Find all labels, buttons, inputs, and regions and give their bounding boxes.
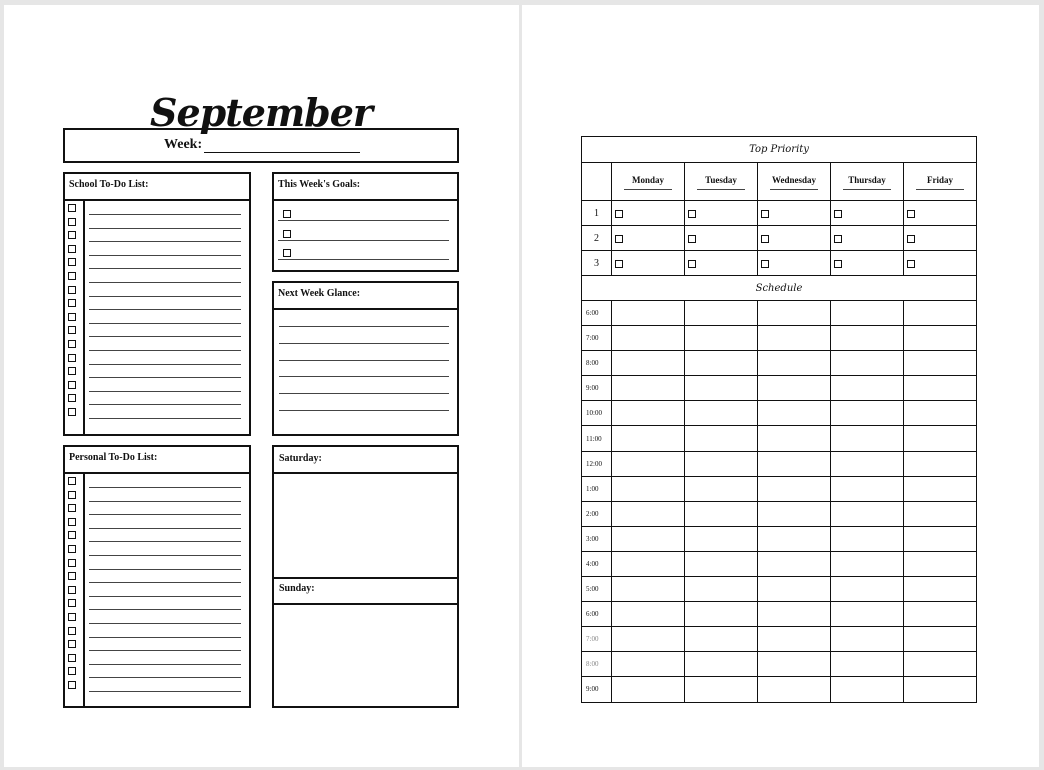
- schedule-cell[interactable]: [831, 476, 904, 501]
- todo-checkbox[interactable]: [68, 504, 76, 512]
- time-label: 10:00: [582, 401, 612, 426]
- todo-checkbox[interactable]: [68, 354, 76, 362]
- priority-cell[interactable]: [758, 226, 831, 251]
- time-label: 8:00: [582, 652, 612, 677]
- schedule-cell[interactable]: [904, 677, 977, 702]
- priority-checkbox[interactable]: [834, 235, 842, 243]
- schedule-cell[interactable]: [758, 577, 831, 602]
- todo-checkbox[interactable]: [68, 231, 76, 239]
- schedule-cell[interactable]: [685, 526, 758, 551]
- todo-checkbox[interactable]: [68, 572, 76, 580]
- priority-checkbox[interactable]: [615, 260, 623, 268]
- todo-line[interactable]: [89, 664, 241, 665]
- todo-checkbox[interactable]: [68, 640, 76, 648]
- time-label: 12:00: [582, 451, 612, 476]
- schedule-cell[interactable]: [685, 351, 758, 376]
- todo-line[interactable]: [89, 377, 241, 378]
- schedule-cell[interactable]: [612, 677, 685, 702]
- goal-line[interactable]: [278, 240, 449, 241]
- goal-checkbox[interactable]: [283, 249, 291, 257]
- schedule-cell[interactable]: [685, 326, 758, 351]
- todo-line[interactable]: [89, 282, 241, 283]
- schedule-cell[interactable]: [612, 376, 685, 401]
- schedule-cell[interactable]: [904, 426, 977, 451]
- todo-line[interactable]: [89, 364, 241, 365]
- todo-checkbox[interactable]: [68, 545, 76, 553]
- day-name: Thursday: [848, 174, 886, 185]
- schedule-cell[interactable]: [612, 652, 685, 677]
- schedule-cell[interactable]: [612, 602, 685, 627]
- schedule-cell[interactable]: [685, 426, 758, 451]
- todo-checkbox[interactable]: [68, 313, 76, 321]
- schedule-cell[interactable]: [831, 627, 904, 652]
- todo-checkbox[interactable]: [68, 340, 76, 348]
- todo-line[interactable]: [89, 296, 241, 297]
- school-todo-label: School To-Do List:: [69, 179, 149, 190]
- schedule-cell[interactable]: [685, 451, 758, 476]
- schedule-cell[interactable]: [831, 526, 904, 551]
- todo-checkbox[interactable]: [68, 518, 76, 526]
- day-header: [758, 163, 831, 201]
- todo-line[interactable]: [89, 336, 241, 337]
- priority-cell[interactable]: [612, 251, 685, 276]
- priority-cell[interactable]: [904, 226, 977, 251]
- priority-checkbox[interactable]: [834, 260, 842, 268]
- todo-checkbox[interactable]: [68, 559, 76, 567]
- next-week-line[interactable]: [279, 360, 449, 361]
- todo-line[interactable]: [89, 228, 241, 229]
- todo-line[interactable]: [89, 418, 241, 419]
- todo-checkbox[interactable]: [68, 586, 76, 594]
- todo-line[interactable]: [89, 609, 241, 610]
- saturday-label: Saturday:: [279, 453, 322, 464]
- todo-checkbox[interactable]: [68, 681, 76, 689]
- goal-checkbox[interactable]: [283, 210, 291, 218]
- goal-line[interactable]: [278, 259, 449, 260]
- schedule-cell[interactable]: [685, 627, 758, 652]
- day-underline: [697, 189, 745, 190]
- time-label: 8:00: [582, 351, 612, 376]
- priority-cell[interactable]: [685, 251, 758, 276]
- priority-checkbox[interactable]: [907, 235, 915, 243]
- todo-line[interactable]: [89, 582, 241, 583]
- schedule-cell[interactable]: [831, 501, 904, 526]
- schedule-cell[interactable]: [758, 351, 831, 376]
- schedule-cell[interactable]: [612, 476, 685, 501]
- schedule-cell[interactable]: [758, 551, 831, 576]
- todo-line[interactable]: [89, 528, 241, 529]
- todo-line[interactable]: [89, 650, 241, 651]
- todo-line[interactable]: [89, 569, 241, 570]
- schedule-cell[interactable]: [904, 652, 977, 677]
- priority-cell[interactable]: [831, 201, 904, 226]
- todo-line[interactable]: [89, 323, 241, 324]
- todo-line[interactable]: [89, 391, 241, 392]
- time-label: 3:00: [582, 526, 612, 551]
- time-label: 4:00: [582, 551, 612, 576]
- priority-checkbox[interactable]: [834, 210, 842, 218]
- schedule-cell[interactable]: [904, 476, 977, 501]
- school-todo-panel: [63, 172, 251, 436]
- schedule-cell[interactable]: [612, 351, 685, 376]
- schedule-cell[interactable]: [612, 501, 685, 526]
- week-box: [63, 128, 459, 163]
- todo-checkbox[interactable]: [68, 667, 76, 675]
- schedule-cell[interactable]: [904, 501, 977, 526]
- priority-cell[interactable]: [612, 201, 685, 226]
- priority-number: 2: [582, 226, 612, 251]
- schedule-cell[interactable]: [612, 526, 685, 551]
- priority-number: 1: [582, 201, 612, 226]
- todo-checkbox[interactable]: [68, 491, 76, 499]
- todo-checkbox[interactable]: [68, 394, 76, 402]
- schedule-cell[interactable]: [904, 451, 977, 476]
- next-week-line[interactable]: [279, 343, 449, 344]
- todo-checkbox[interactable]: [68, 326, 76, 334]
- day-underline: [843, 189, 891, 190]
- schedule-cell[interactable]: [685, 602, 758, 627]
- week-label: Week:: [164, 137, 203, 152]
- time-label: 2:00: [582, 501, 612, 526]
- schedule-cell[interactable]: [685, 652, 758, 677]
- schedule-cell[interactable]: [831, 577, 904, 602]
- priority-cell[interactable]: [685, 226, 758, 251]
- day-header: [685, 163, 758, 201]
- next-week-line[interactable]: [279, 376, 449, 377]
- priority-cell[interactable]: [612, 226, 685, 251]
- schedule-cell[interactable]: [904, 526, 977, 551]
- schedule-cell[interactable]: [904, 551, 977, 576]
- priority-checkbox[interactable]: [688, 210, 696, 218]
- todo-checkbox[interactable]: [68, 613, 76, 621]
- time-label: 9:00: [582, 677, 612, 702]
- time-label: 11:00: [582, 426, 612, 451]
- schedule-cell[interactable]: [685, 577, 758, 602]
- time-label: 1:00: [582, 476, 612, 501]
- schedule-cell[interactable]: [904, 627, 977, 652]
- todo-checkbox[interactable]: [68, 367, 76, 375]
- todo-line[interactable]: [89, 555, 241, 556]
- day-name: Tuesday: [705, 174, 737, 185]
- weekly-goals-panel: [272, 172, 459, 272]
- priority-checkbox[interactable]: [688, 260, 696, 268]
- schedule-cell[interactable]: [831, 551, 904, 576]
- schedule-cell[interactable]: [831, 301, 904, 326]
- schedule-cell[interactable]: [758, 677, 831, 702]
- schedule-cell[interactable]: [831, 426, 904, 451]
- schedule-cell[interactable]: [904, 326, 977, 351]
- todo-line[interactable]: [89, 677, 241, 678]
- schedule-cell[interactable]: [831, 652, 904, 677]
- schedule-cell[interactable]: [758, 401, 831, 426]
- schedule-cell[interactable]: [831, 451, 904, 476]
- priority-cell[interactable]: [685, 201, 758, 226]
- top-priority-header: Top Priority: [582, 137, 977, 163]
- schedule-cell[interactable]: [612, 301, 685, 326]
- priority-checkbox[interactable]: [615, 210, 623, 218]
- saturday-notes-area[interactable]: [274, 474, 457, 577]
- priority-checkbox[interactable]: [688, 235, 696, 243]
- corner-cell: [582, 163, 612, 201]
- goal-line[interactable]: [278, 220, 449, 221]
- todo-line[interactable]: [89, 487, 241, 488]
- schedule-cell[interactable]: [612, 326, 685, 351]
- schedule-cell[interactable]: [904, 401, 977, 426]
- day-underline: [624, 189, 672, 190]
- personal-todo-panel: [63, 445, 251, 708]
- todo-checkbox[interactable]: [68, 218, 76, 226]
- priority-cell[interactable]: [831, 251, 904, 276]
- priority-checkbox[interactable]: [761, 260, 769, 268]
- schedule-cell[interactable]: [831, 326, 904, 351]
- priority-checkbox[interactable]: [615, 235, 623, 243]
- priority-checkbox[interactable]: [761, 210, 769, 218]
- schedule-cell[interactable]: [758, 426, 831, 451]
- sunday-label: Sunday:: [279, 583, 315, 594]
- todo-line[interactable]: [89, 541, 241, 542]
- todo-checkbox[interactable]: [68, 245, 76, 253]
- todo-line[interactable]: [89, 404, 241, 405]
- schedule-cell[interactable]: [685, 376, 758, 401]
- todo-checkbox[interactable]: [68, 272, 76, 280]
- todo-checkbox[interactable]: [68, 204, 76, 212]
- month-title: September: [150, 90, 372, 135]
- todo-line[interactable]: [89, 514, 241, 515]
- todo-line[interactable]: [89, 309, 241, 310]
- priority-number: 3: [582, 251, 612, 276]
- todo-line[interactable]: [89, 350, 241, 351]
- schedule-cell[interactable]: [758, 326, 831, 351]
- time-label: 6:00: [582, 301, 612, 326]
- next-week-line[interactable]: [279, 410, 449, 411]
- priority-cell[interactable]: [904, 251, 977, 276]
- day-name: Monday: [631, 174, 664, 185]
- todo-line[interactable]: [89, 691, 241, 692]
- todo-line[interactable]: [89, 501, 241, 502]
- todo-checkbox[interactable]: [68, 477, 76, 485]
- todo-line[interactable]: [89, 623, 241, 624]
- time-label: 6:00: [582, 602, 612, 627]
- todo-line[interactable]: [89, 596, 241, 597]
- schedule-cell[interactable]: [831, 376, 904, 401]
- todo-line[interactable]: [89, 255, 241, 256]
- schedule-cell[interactable]: [758, 627, 831, 652]
- todo-line[interactable]: [89, 268, 241, 269]
- schedule-cell[interactable]: [758, 501, 831, 526]
- schedule-cell[interactable]: [758, 376, 831, 401]
- todo-checkbox[interactable]: [68, 286, 76, 294]
- todo-checkbox[interactable]: [68, 381, 76, 389]
- sunday-notes-area[interactable]: [274, 605, 457, 706]
- schedule-cell[interactable]: [904, 577, 977, 602]
- time-label: 7:00: [582, 326, 612, 351]
- schedule-cell[interactable]: [831, 401, 904, 426]
- schedule-cell[interactable]: [685, 476, 758, 501]
- todo-line[interactable]: [89, 637, 241, 638]
- week-line[interactable]: [204, 152, 360, 153]
- schedule-cell[interactable]: [758, 476, 831, 501]
- schedule-cell[interactable]: [612, 577, 685, 602]
- priority-cell[interactable]: [904, 201, 977, 226]
- todo-checkbox[interactable]: [68, 258, 76, 266]
- right-page: [522, 5, 1039, 767]
- next-week-line[interactable]: [279, 393, 449, 394]
- schedule-cell[interactable]: [612, 551, 685, 576]
- next-week-panel: [272, 281, 459, 436]
- day-header: [612, 163, 685, 201]
- schedule-cell[interactable]: [831, 351, 904, 376]
- next-week-line[interactable]: [279, 326, 449, 327]
- day-underline: [916, 189, 964, 190]
- next-week-label: Next Week Glance:: [278, 288, 361, 299]
- schedule-cell[interactable]: [758, 301, 831, 326]
- goal-checkbox[interactable]: [283, 230, 291, 238]
- todo-line[interactable]: [89, 241, 241, 242]
- priority-cell[interactable]: [831, 226, 904, 251]
- priority-checkbox[interactable]: [907, 260, 915, 268]
- schedule-cell[interactable]: [904, 301, 977, 326]
- schedule-cell[interactable]: [685, 551, 758, 576]
- priority-checkbox[interactable]: [907, 210, 915, 218]
- time-label: 5:00: [582, 577, 612, 602]
- time-label: 9:00: [582, 376, 612, 401]
- personal-todo-label: Personal To-Do List:: [69, 452, 158, 463]
- todo-checkbox[interactable]: [68, 299, 76, 307]
- weekly-schedule-table: [581, 136, 977, 703]
- day-header: [904, 163, 977, 201]
- todo-checkbox[interactable]: [68, 531, 76, 539]
- todo-checkbox[interactable]: [68, 408, 76, 416]
- weekend-panel: [272, 445, 459, 708]
- schedule-cell[interactable]: [758, 451, 831, 476]
- time-label: 7:00: [582, 627, 612, 652]
- schedule-cell[interactable]: [758, 652, 831, 677]
- todo-checkbox[interactable]: [68, 627, 76, 635]
- schedule-cell[interactable]: [831, 677, 904, 702]
- schedule-cell[interactable]: [758, 526, 831, 551]
- schedule-header: Schedule: [582, 276, 977, 301]
- schedule-cell[interactable]: [612, 426, 685, 451]
- schedule-cell[interactable]: [685, 401, 758, 426]
- weekly-goals-label: This Week's Goals:: [278, 179, 361, 190]
- schedule-cell[interactable]: [685, 301, 758, 326]
- schedule-cell[interactable]: [685, 501, 758, 526]
- schedule-cell[interactable]: [904, 376, 977, 401]
- priority-cell[interactable]: [758, 251, 831, 276]
- schedule-cell[interactable]: [612, 451, 685, 476]
- schedule-cell[interactable]: [758, 602, 831, 627]
- todo-line[interactable]: [89, 214, 241, 215]
- schedule-cell[interactable]: [612, 401, 685, 426]
- schedule-cell[interactable]: [904, 351, 977, 376]
- day-underline: [770, 189, 818, 190]
- day-header: [831, 163, 904, 201]
- day-name: Wednesday: [771, 174, 816, 185]
- schedule-cell[interactable]: [831, 602, 904, 627]
- todo-checkbox[interactable]: [68, 599, 76, 607]
- schedule-cell[interactable]: [904, 602, 977, 627]
- todo-checkbox[interactable]: [68, 654, 76, 662]
- schedule-cell[interactable]: [685, 677, 758, 702]
- left-page: [4, 5, 519, 767]
- schedule-cell[interactable]: [612, 627, 685, 652]
- priority-cell[interactable]: [758, 201, 831, 226]
- priority-checkbox[interactable]: [761, 235, 769, 243]
- day-name: Friday: [927, 174, 953, 185]
